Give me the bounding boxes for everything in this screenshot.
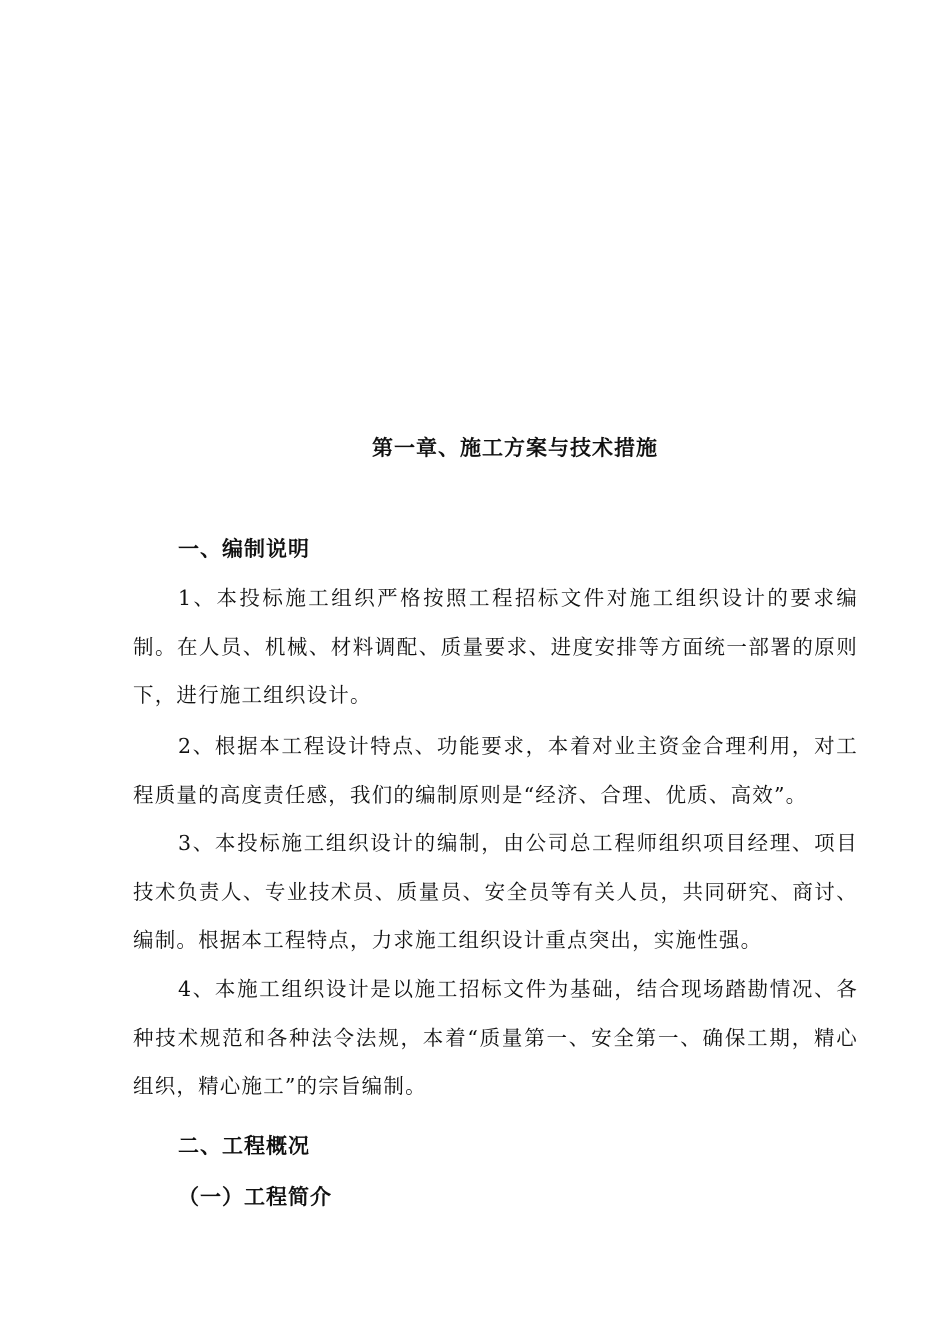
paragraph-1: 1、本投标施工组织严格按照工程招标文件对施工组织设计的要求编制。在人员、机械、材料调配、质量要求、进度安排等方面统一部署的原则下，进行施工组织设计。 [133,586,858,707]
chapter-title: 第一章、施工方案与技术措施 [372,435,658,460]
paragraph-3: 3、本投标施工组织设计的编制，由公司总工程师组织项目经理、项目技术负责人、专业技术员、质量员、安全员等有关人员，共同研究、商讨、编制。根据本工程特点，力求施工组织设计重点突出，实施性强。 [133,831,858,952]
subsection-heading-project-intro: （一）工程简介 [178,1184,332,1209]
paragraph-2: 2、根据本工程设计特点、功能要求，本着对业主资金合理利用，对工程质量的高度责任感，我们的编制原则是“经济、合理、优质、高效”。 [133,734,858,807]
section-heading-project-overview: 二、工程概况 [178,1133,310,1158]
paragraph-4: 4、本施工组织设计是以施工招标文件为基础，结合现场踏勘情况、各种技术规范和各种法令法规，本着“质量第一、安全第一、确保工期，精心组织，精心施工”的宗旨编制。 [133,977,858,1098]
section-heading-compilation-notes: 一、编制说明 [178,536,310,561]
